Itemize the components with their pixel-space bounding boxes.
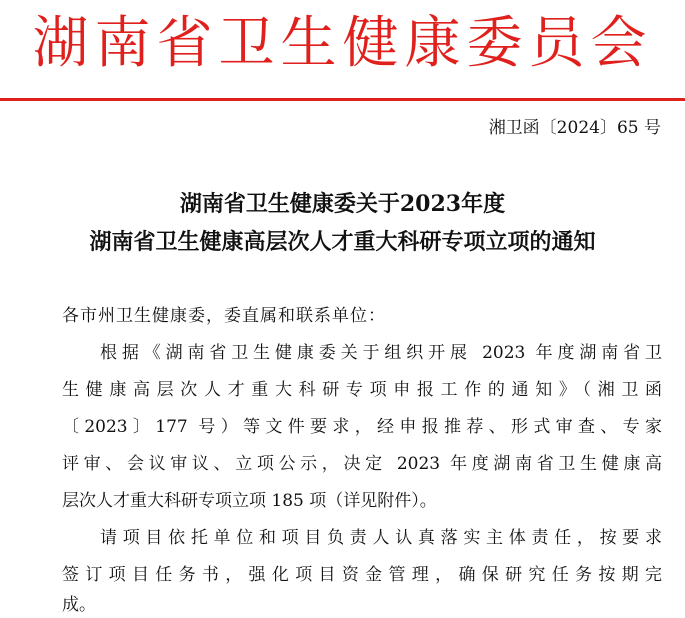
paragraph-1-line: 根据《湖南省卫生健康委关于组织开展 2023 年度湖南省卫 (100, 343, 662, 363)
document-number: 湘卫函〔2024〕65 号 (488, 118, 661, 138)
paragraph-2-line: 请项目依托单位和项目负责人认真落实主体责任，按要求 (100, 528, 662, 548)
paragraph-2-line: 成。 (62, 595, 96, 615)
document-title-line-1: 湖南省卫生健康委关于2023年度 (179, 191, 506, 217)
salutation: 各市州卫生健康委，委直属和联系单位： (62, 306, 386, 326)
document-title-line-2: 湖南省卫生健康高层次人才重大科研专项立项的通知 (89, 229, 596, 255)
paragraph-2-line: 签订项目任务书，强化项目资金管理，确保研究任务按期完 (62, 565, 662, 585)
paragraph-1-line: 层次人才重大科研专项立项 185 项（详见附件）。 (62, 491, 437, 511)
paragraph-1-line: 生健康高层次人才重大科研专项申报工作的通知》（湘卫函 (62, 380, 662, 400)
issuer-masthead: 湖南省卫生健康委员会 (32, 11, 653, 76)
paragraph-1-line: 评审、会议审议、立项公示，决定 2023 年度湖南省卫生健康高 (62, 454, 662, 474)
paragraph-1-line: 〔2023〕177 号）等文件要求，经申报推荐、形式审查、专家 (62, 417, 662, 437)
masthead-divider (0, 98, 685, 101)
